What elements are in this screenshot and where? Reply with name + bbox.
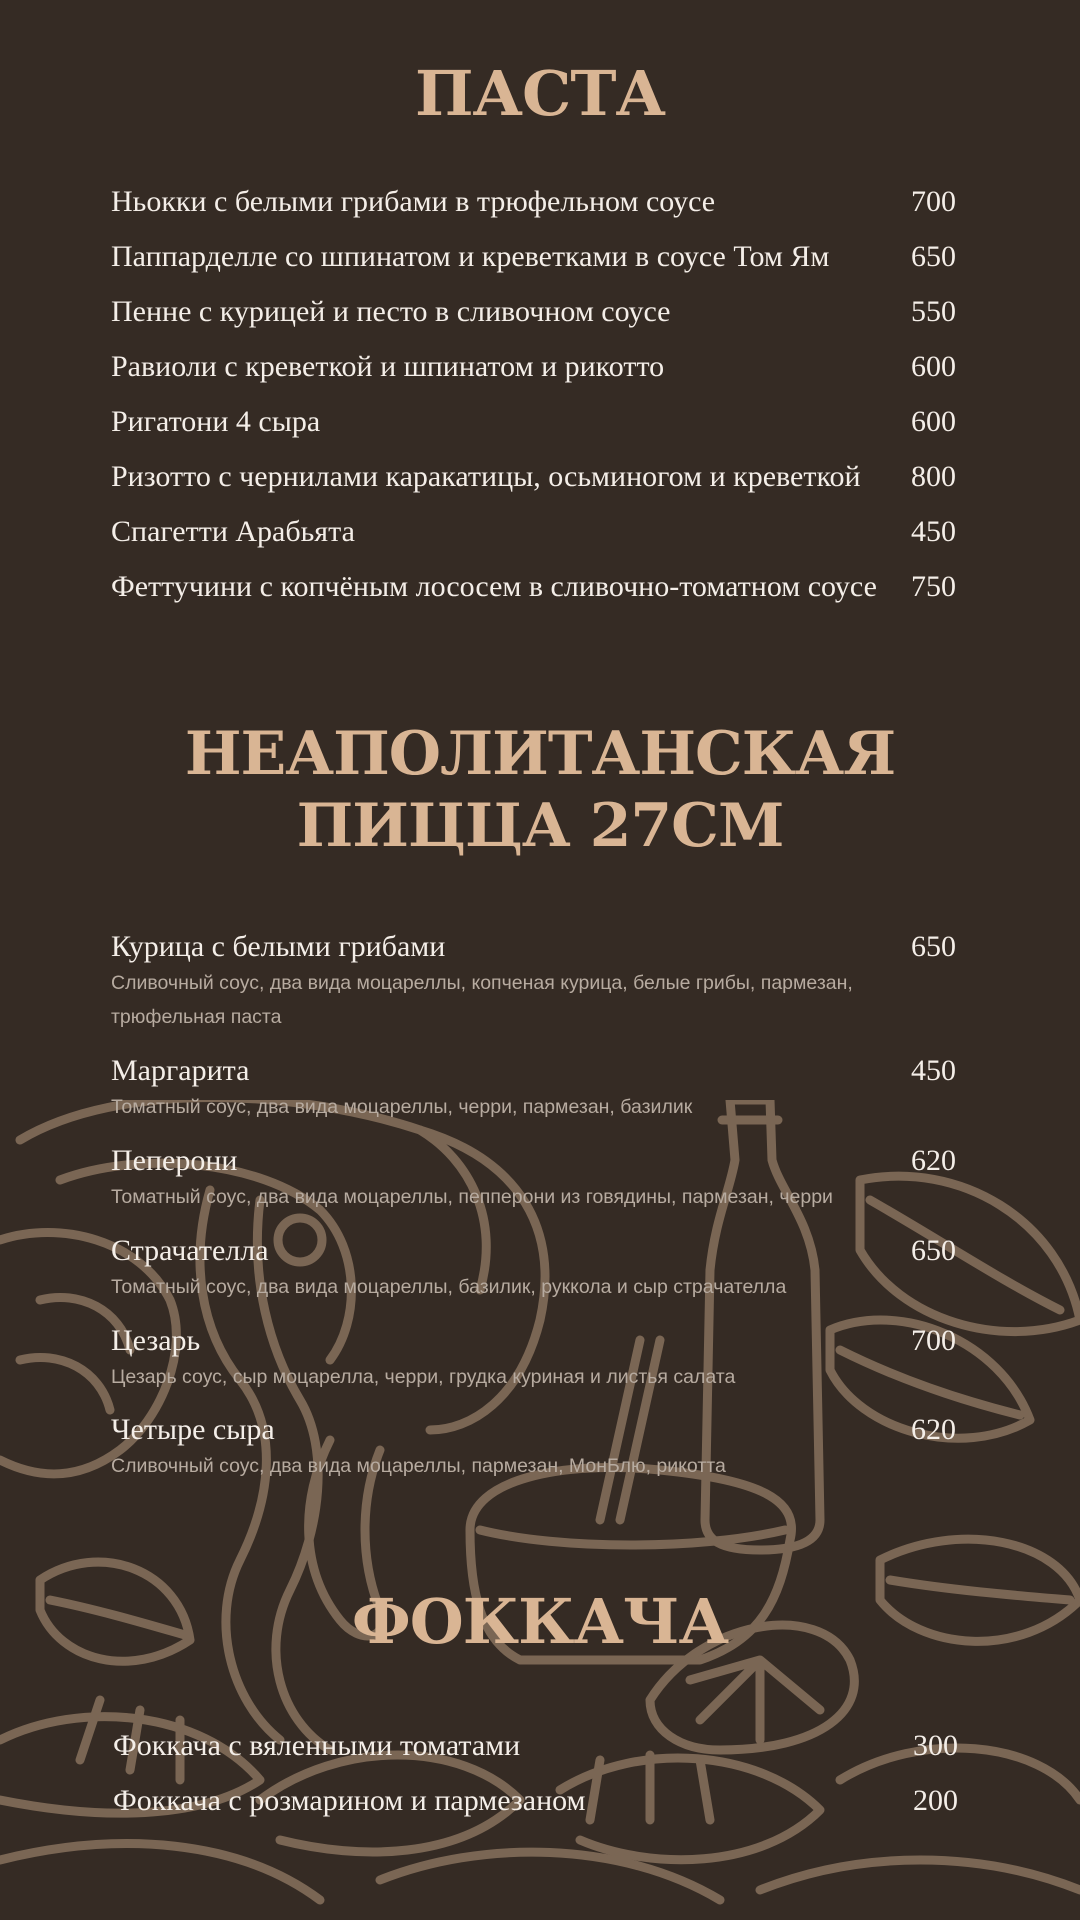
item-name: Фоккача с вяленными томатами bbox=[113, 1729, 521, 1762]
item-price: 450 bbox=[911, 1054, 956, 1087]
item-description: Цезарь соус, сыр моцарелла, черри, грудка куриная и листья салата bbox=[111, 1366, 736, 1388]
item-name: Пенне с курицей и песто в сливочном соусе bbox=[111, 295, 671, 328]
item-name: Маргарита bbox=[111, 1054, 250, 1087]
menu-item bbox=[0, 510, 1080, 565]
item-description: Томатный соус, два вида моцареллы, базилик, руккола и сыр страчателла bbox=[111, 1276, 787, 1298]
item-name: Курица с белыми грибами bbox=[111, 930, 446, 963]
item-price: 550 bbox=[911, 295, 956, 328]
menu-item bbox=[0, 1724, 1080, 1779]
item-price: 700 bbox=[911, 185, 956, 218]
menu-item bbox=[0, 1052, 1080, 1142]
item-price: 600 bbox=[911, 405, 956, 438]
item-name: Страчателла bbox=[111, 1234, 269, 1267]
menu-item bbox=[0, 1779, 1080, 1834]
menu-item bbox=[0, 1232, 1080, 1322]
menu-item bbox=[0, 290, 1080, 345]
menu-item bbox=[0, 1411, 1080, 1501]
item-price: 750 bbox=[911, 570, 956, 603]
item-price: 450 bbox=[911, 515, 956, 548]
section-title-pizza-line1: НЕАПОЛИТАНСКАЯ bbox=[184, 719, 896, 789]
item-name: Ризотто с чернилами каракатицы, осьминогом и креветкой bbox=[111, 460, 861, 493]
item-name: Ньокки с белыми грибами в трюфельном соусе bbox=[111, 185, 716, 218]
item-name: Спагетти Арабьята bbox=[111, 515, 355, 548]
menu-item bbox=[0, 1142, 1080, 1232]
section-title-pizza-line2: ПИЦЦА 27СМ bbox=[296, 791, 784, 861]
section-title-pasta: ПАСТА bbox=[414, 57, 666, 130]
menu-item bbox=[0, 235, 1080, 290]
item-price: 700 bbox=[911, 1324, 956, 1357]
item-description: Сливочный соус, два вида моцареллы, пармезан, МонБлю, рикотта bbox=[111, 1455, 726, 1477]
menu-item bbox=[0, 400, 1080, 455]
focaccia-list bbox=[0, 1724, 1080, 1834]
item-name: Пеперони bbox=[111, 1144, 238, 1177]
menu-item bbox=[0, 1322, 1080, 1411]
menu-item bbox=[0, 565, 1080, 620]
item-name: Четыре сыра bbox=[111, 1413, 275, 1446]
item-name: Паппарделле со шпинатом и креветками в соусе Том Ям bbox=[111, 240, 830, 273]
menu-item bbox=[0, 180, 1080, 235]
item-price: 600 bbox=[911, 350, 956, 383]
menu-item bbox=[0, 455, 1080, 510]
section-title-focaccia: ФОККАЧА bbox=[351, 1585, 729, 1658]
item-name: Цезарь bbox=[111, 1324, 201, 1357]
menu-item bbox=[0, 928, 1080, 1052]
pizza-list bbox=[0, 928, 1080, 1501]
item-description: Томатный соус, два вида моцареллы, черри, пармезан, базилик bbox=[111, 1096, 693, 1118]
item-description: Сливочный соус, два вида моцареллы, копченая курица, белые грибы, пармезан, трюфельная паста bbox=[111, 972, 853, 1028]
item-price: 650 bbox=[911, 1234, 956, 1267]
pasta-list bbox=[0, 180, 1080, 620]
item-price: 620 bbox=[911, 1144, 956, 1177]
item-price: 650 bbox=[911, 930, 956, 963]
item-name: Равиоли с креветкой и шпинатом и рикотто bbox=[111, 350, 665, 383]
section-title-pizza bbox=[0, 718, 1080, 862]
item-name: Фоккача с розмарином и пармезаном bbox=[113, 1784, 586, 1817]
item-price: 300 bbox=[913, 1729, 958, 1762]
item-price: 200 bbox=[913, 1784, 958, 1817]
item-price: 620 bbox=[911, 1413, 956, 1446]
item-price: 650 bbox=[911, 240, 956, 273]
item-name: Ригатони 4 сыра bbox=[111, 405, 321, 438]
item-price: 800 bbox=[911, 460, 956, 493]
item-description: Томатный соус, два вида моцареллы, пепперони из говядины, пармезан, черри bbox=[111, 1186, 833, 1208]
menu-item bbox=[0, 345, 1080, 400]
item-name: Феттучини с копчёным лососем в сливочно-томатном соусе bbox=[111, 570, 877, 603]
